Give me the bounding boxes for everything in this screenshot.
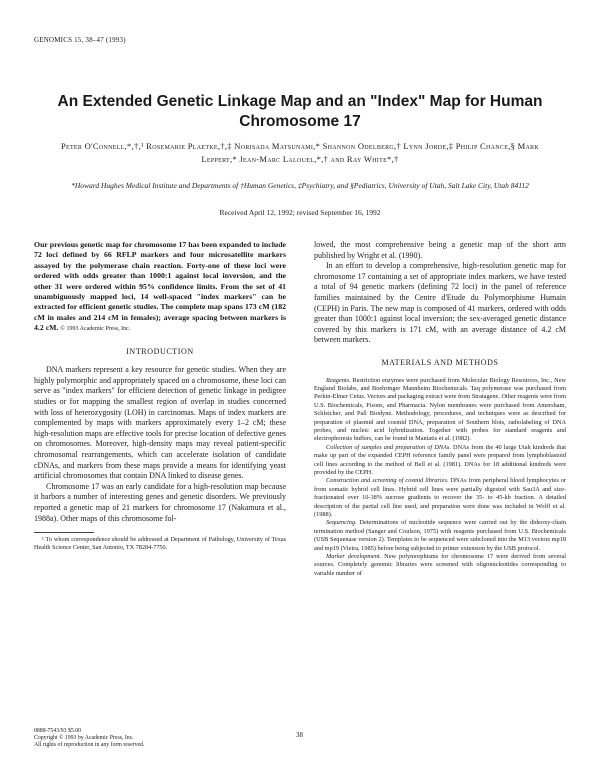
intro-continuation: lowed, the most comprehensive being a genetic map of the short arm published by Wright et al. (1990). <box>314 240 566 260</box>
abstract-copyright: © 1993 Academic Press, Inc. <box>60 326 131 333</box>
methods-text: New polymorphisms for chromosome 17 were derived from several sources. Completely genomic libraries were screened with oligonucleotides corresponding to variable number of <box>314 553 567 577</box>
methods-text: Determinations of nucleotide sequence were carried out by the dideoxy-chain termination method (Sanger and Coulson, 1975) with reagents purchased from U.S. Biochemicals (USB Sequenase version 2). Templates to be sequenced were subcloned into the M13 vectors mp18 and mp19 (Vieira, 1985) before being subjected to primer extension by the USB protocol. <box>314 519 566 552</box>
methods-subheading: Reagents. <box>326 376 351 384</box>
methods-paragraph <box>314 553 566 578</box>
footnote-rule <box>34 532 94 533</box>
methods-text: DNAs from peripheral blood lymphocytes or from somatic hybrid cell lines. Hybrid cell lines were partially digested with Sau3A and size-fractionated over 10-38% sucrose gradients to recover the 35- to 45-kb fraction. A detailed description of the partial cell line used, and preparation were done was included in Wolff et al. (1988). <box>314 477 566 519</box>
methods-subheading: Collection of samples and preparation of DNAs. <box>326 443 451 451</box>
received-date: Received April 12, 1992; revised September 16, 1992 <box>219 208 381 217</box>
right-column <box>314 240 566 578</box>
intro-paragraph: In an effort to develop a comprehensive, high-resolution genetic map for chromosome 17 containing a set of appropriate index markers, we have tested a total of 94 genetic markers (defining 72 loci) in the panel of reference families maintained by the Centre d'Etude du Polymorphisme Humain (CEPH) in Paris. The new map is composed of 41 markers, ordered with odds greater than 1000:1 against local inversion; the sex-averaged genetic distance covered by this markers is 171 cM, with an average distance of 4.2 cM between markers. <box>314 261 566 345</box>
correspondence-footnote: ¹ To whom correspondence should be addressed at Department of Pathology, University of Texas Health Science Center, San Antonio, TX 78284-7750. <box>34 536 286 551</box>
journal-reference: GENOMICS 15, 38–47 (1993) <box>34 36 126 44</box>
author-list: Peter O'Connell,*,†,¹ Rosemarie Plaetke,†,‡ Norisada Matsunami,* Shannon Odelberg,† Lynn Jorde,‡ Philip Chance,§ Mark Leppert,* Jean-Marc Lalouel,*,† and Ray White*,† <box>60 141 540 164</box>
abstract <box>34 240 286 335</box>
methods-paragraph <box>314 377 566 444</box>
abstract-text: Our previous genetic map for chromosome 17 has been expanded to include 72 loci defined by 66 RFLP markers and four microsatellite markers assayed by the polymerase chain reaction. Forty-one of these loci were ordered with odds greater than 1000:1 against local inversion, and the other 31 were ordered within 95% confidence limits. From the set of 41 unambiguously mapped loci, 14 well-spaced "index markers" can be extracted for efficient genetic studies. The complete map spans 173 cM (182 cM in males and 214 cM in females); average spacing between markers is 4.2 cM. <box>34 240 286 333</box>
copyright-line: Copyright © 1993 by Academic Press, Inc. <box>34 735 134 741</box>
left-column <box>34 240 286 552</box>
publisher-info <box>34 728 144 749</box>
methods-section <box>314 377 566 579</box>
methods-paragraph <box>314 519 566 553</box>
paper-title: An Extended Genetic Linkage Map and an "Index" Map for Human Chromosome 17 <box>57 93 543 130</box>
affiliation: *Howard Hughes Medical Institute and Departments of †Human Genetics, ‡Psychiatry, and §Pediatrics, University of Utah, Salt Lake City, Utah 84112 <box>71 181 529 190</box>
methods-text: Restriction enzymes were purchased from Molecular Biology Resources, Inc., New England Biolabs, and Boehringer Mannheim Biochemicals. Taq polymerase was purchased from Perkin-Elmer Cetus. Vectors and packaging extract were from Stratagene. Other reagents were from U.S. Biochemicals, Fisons, and Pharmacia. Nylon membranes were purchased from Amersham, Schleicher, and Pall Biodyne. Methodology, procedures, and techniques were as described for preparation of plasmid and cosmid DNA, preparation of Southern blots, radiolabeling of DNA probes, and nucleic acid hybridization. Together with probes for standard reagents and electrophoresis buffers, can be found in Maniatis et al. (1982). <box>314 376 567 443</box>
methods-paragraph <box>314 477 566 519</box>
introduction-heading: INTRODUCTION <box>126 346 194 356</box>
page-number: 38 <box>296 731 303 739</box>
intro-paragraph: Chromosome 17 was an early candidate for a high-resolution map because it harbors a number of interesting genes and genetic disorders. We previously reported a genetic map of 21 markers for chromosome 17 (Nakamura et al., 1988a). Other maps of this chromosome fol- <box>34 481 286 523</box>
issn-line: 0888-7543/93 $5.00 <box>34 728 82 734</box>
methods-subheading: Marker development. <box>326 553 382 561</box>
rights-line: All rights of reproduction in any form reserved. <box>34 742 145 748</box>
methods-subheading: Construction and screening of cosmid libraries. <box>326 477 449 485</box>
methods-paragraph <box>314 444 566 478</box>
methods-text: DNAs from the 40 large Utah kindreds that make up part of the expanded CEPH reference family panel were prepared from lymphoblastoid cell lines according to the method of Bell et al. (1981). DNAs for 18 additional kindreds were provided by the CEPH. <box>314 443 566 476</box>
methods-heading: MATERIALS AND METHODS <box>381 357 499 367</box>
intro-paragraph: DNA markers represent a key resource for genetic studies. When they are highly polymorphic and appropriately spaced on a chromosome, these loci can serve as "index markers" for efficient detection of genetic linkage in pedigree studies or for mapping the smallest region of overlap in studies concerned with loss of heterozygosity (LOH) in carcinomas. Maps of index markers are complemented by maps with markers approximately every 1–2 cM; these high-resolution maps are effective tools for precise location of defective genes on chromosomes. Moreover, high-density maps may reveal patient-specific chromosomal rearrangements, which can accelerate isolation of candidate cDNAs, and markers from these maps provide a means for identifying yeast artificial chromosomes that contain DNA linked to disease genes. <box>34 365 286 481</box>
methods-subheading: Sequencing. <box>326 519 357 527</box>
